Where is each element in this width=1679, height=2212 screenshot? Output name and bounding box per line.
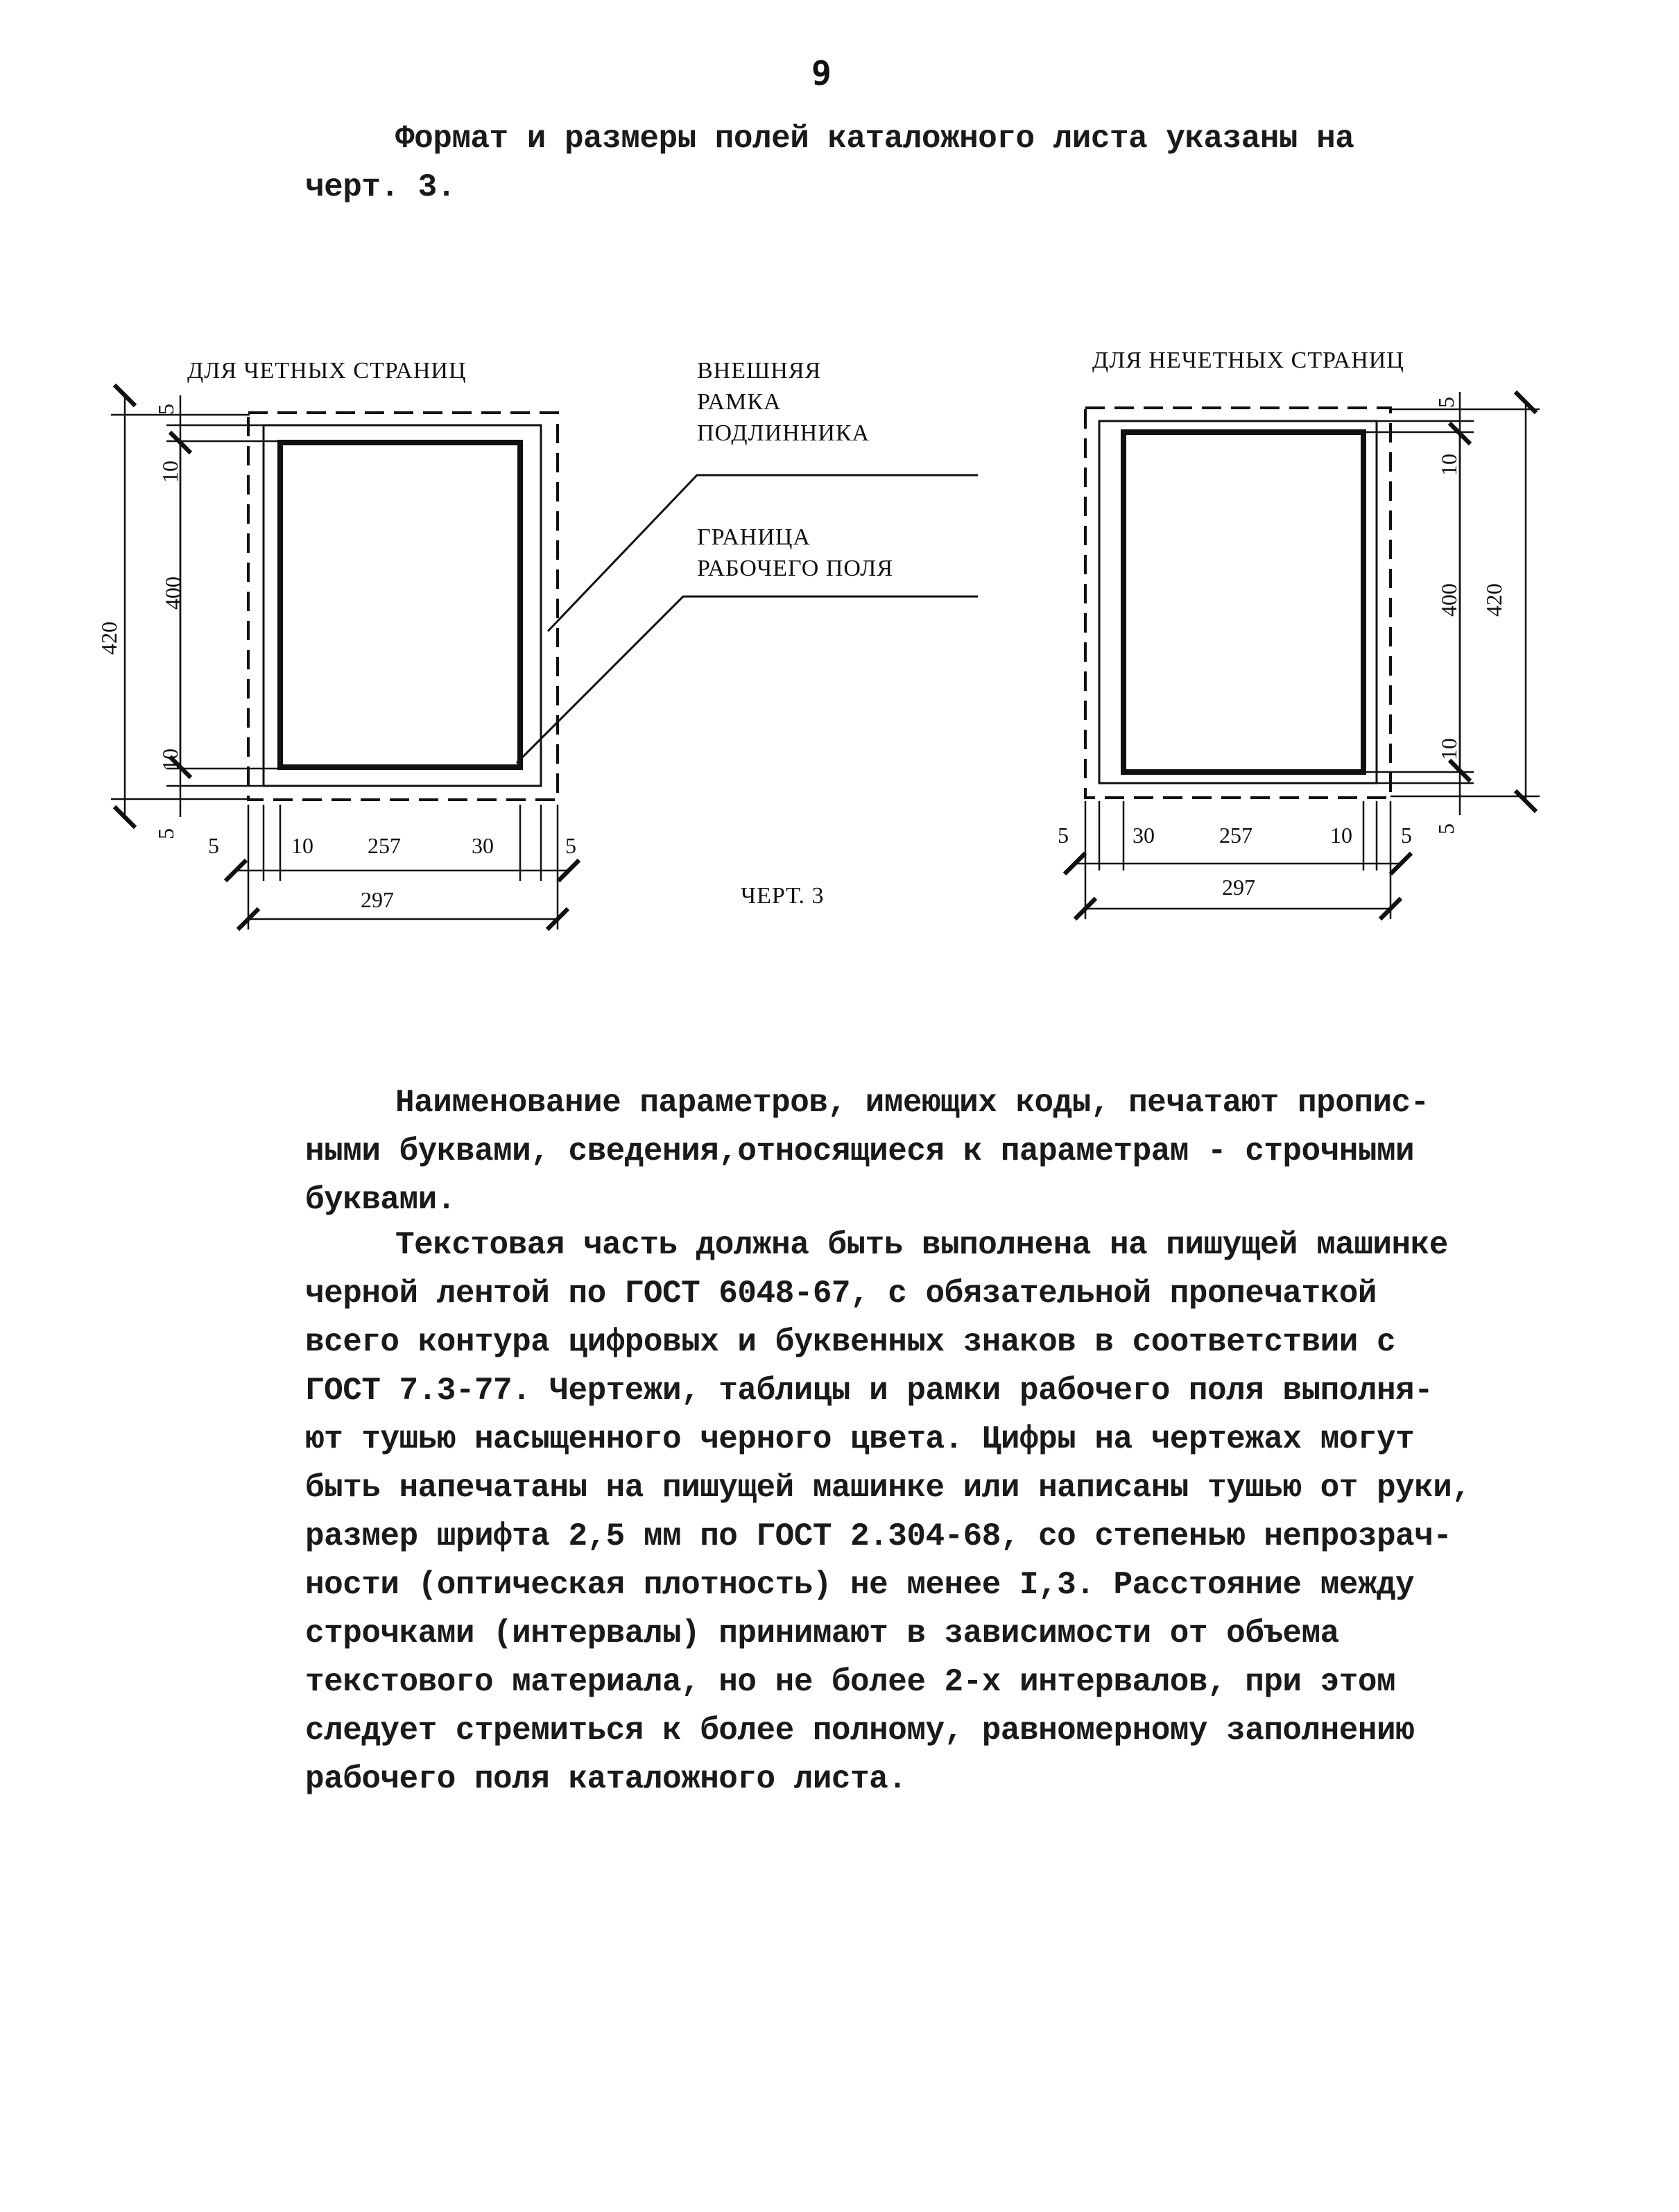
text-line: текстового материала, но не более 2-х интервалов, при этом [305,1664,1396,1700]
dim-field-height-odd: 400 [1436,583,1461,617]
callout-outer-line-2: РАМКА [697,389,782,415]
text-line: ными буквами, сведения,относящиеся к параметрам - строчными [305,1133,1415,1169]
dim-total-width-odd: 297 [1222,875,1255,900]
even-horizontal-dimensions [236,805,569,929]
dim-total-height-odd: 420 [1481,583,1506,617]
callout-work-line-1: ГРАНИЦА [697,524,811,550]
dim-inner-left: 10 [291,833,313,858]
dim-total-height: 420 [96,621,121,655]
working-field-border-odd [1123,432,1363,772]
even-pages-title: ДЛЯ ЧЕТНЫХ СТРАНИЦ [187,358,467,384]
dim-inner-right-odd: 10 [1330,823,1352,848]
dim-bottom-margin-odd: 10 [1436,738,1461,760]
dim-outer-margin-bottom: 5 [153,828,178,839]
text-line: Формат и размеры полей каталожного листа указаны на [395,121,1354,157]
dim-outer-right: 5 [565,833,576,858]
figure-caption: ЧЕРТ. 3 [741,883,825,909]
leader-lines [517,475,978,763]
paragraph-text-requirements [305,1221,1595,1803]
dim-bottom-margin: 10 [157,748,182,771]
dim-outer-right-odd: 5 [1401,823,1412,848]
text-line: строчками (интервалы) принимают в зависимости от объема [305,1615,1339,1652]
dim-binding-right: 30 [472,833,494,858]
dim-top-margin-odd: 10 [1436,454,1461,476]
text-line: черт. 3. [305,169,456,205]
sheet-format-drawing [0,305,1679,999]
dim-outer-left: 5 [208,833,219,858]
text-line: всего контура цифровых и буквенных знаков в соответствии с [305,1324,1396,1360]
text-line: буквами. [305,1182,456,1218]
text-line: ности (оптическая плотность) не менее I,3. Расстояние между [305,1567,1415,1603]
text-line: черной лентой по ГОСТ 6048-67, с обязательной пропечаткой [305,1276,1377,1312]
callout-outer-line-1: ВНЕШНЯЯ [697,358,822,384]
text-line: Текстовая часть должна быть выполнена на пишущей машинке [395,1227,1448,1263]
odd-horizontal-dimensions [1075,801,1401,919]
dim-outer-left-odd: 5 [1058,823,1069,848]
paragraph-parameter-names [305,1079,1595,1224]
dim-binding-left-odd: 30 [1133,823,1155,848]
callout-outer-line-3: ПОДЛИННИКА [697,420,870,446]
even-vertical-dimensions [111,395,277,817]
text-line: размер шрифта 2,5 мм по ГОСТ 2.304-68, со степенью непрозрач- [305,1518,1452,1554]
figure-3 [0,305,1679,999]
callout-work-line-2: РАБОЧЕГО ПОЛЯ [697,556,893,581]
text-line: рабочего поля каталожного листа. [305,1761,907,1797]
dim-field-height: 400 [160,576,185,610]
original-outer-frame [264,425,541,786]
dim-field-width-odd: 257 [1219,823,1252,848]
text-line: ГОСТ 7.3-77. Чертежи, таблицы и рамки рабочего поля выполня- [305,1373,1433,1409]
intro-paragraph [305,114,1595,212]
text-line: следует стремиться к более полному, равномерному заполнению [305,1713,1415,1749]
page-number: 9 [811,54,832,93]
working-field-border [280,443,520,767]
dim-outer-margin-bottom-odd: 5 [1433,823,1458,834]
dim-outer-margin-top-odd: 5 [1433,397,1458,408]
text-line: быть напечатаны на пишущей машинке или написаны тушью от руки, [305,1470,1471,1506]
dim-field-width: 257 [368,833,401,858]
dim-total-width: 297 [361,887,394,912]
dim-top-margin: 10 [157,461,182,483]
text-line: ют тушью насыщенного черного цвета. Цифры на чертежах могут [305,1421,1415,1457]
dim-outer-margin-top: 5 [153,404,178,415]
odd-pages-title: ДЛЯ НЕЧЕТНЫХ СТРАНИЦ [1092,348,1404,373]
even-page-sheet [96,358,576,929]
text-line: Наименование параметров, имеющих коды, печатают пропис- [395,1085,1429,1121]
odd-page-sheet [1058,348,1540,919]
outer-dashed-frame-odd [1085,408,1390,798]
callouts [517,358,978,909]
original-outer-frame-odd [1099,421,1377,783]
outer-dashed-frame [248,413,558,800]
